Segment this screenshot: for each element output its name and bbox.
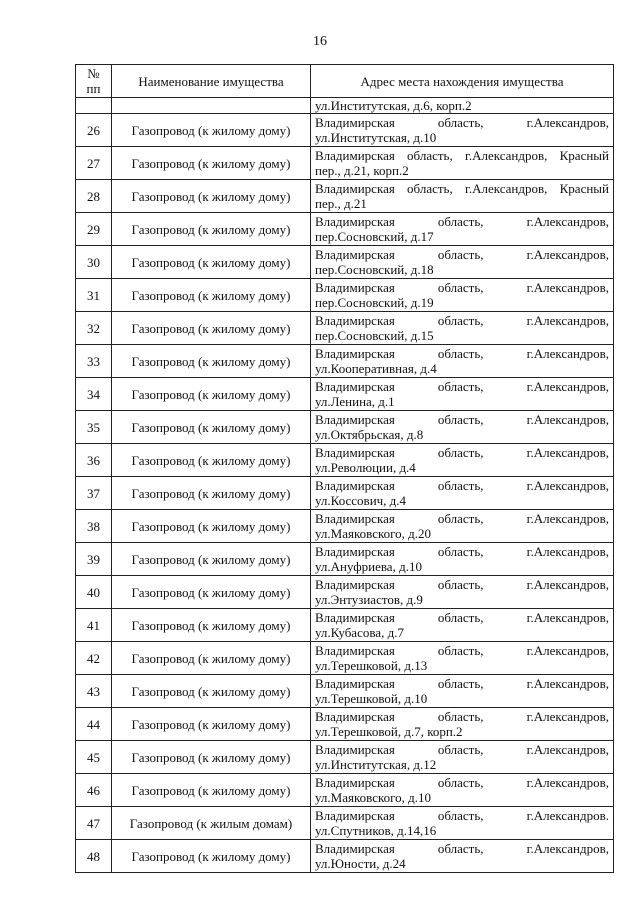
row-number: 44 bbox=[76, 708, 112, 741]
continuation-name-cell bbox=[112, 98, 311, 114]
property-name: Газопровод (к жилому дому) bbox=[112, 114, 311, 147]
table-row bbox=[76, 576, 614, 609]
address-line-1: Владимирская область, г.Александров, bbox=[315, 214, 609, 229]
table-row bbox=[76, 444, 614, 477]
table-row bbox=[76, 114, 614, 147]
property-address bbox=[311, 675, 614, 708]
address-line-1: Владимирская область, г.Александров, bbox=[315, 412, 609, 427]
address-line-2: ул.Кооперативная, д.4 bbox=[315, 361, 437, 376]
table-row bbox=[76, 807, 614, 840]
address-line-2: пер.Сосновский, д.19 bbox=[315, 295, 434, 310]
property-address bbox=[311, 213, 614, 246]
row-number: 41 bbox=[76, 609, 112, 642]
property-address bbox=[311, 279, 614, 312]
property-name: Газопровод (к жилому дому) bbox=[112, 609, 311, 642]
address-line-1: Владимирская область, г.Александров, Красный bbox=[315, 148, 609, 163]
row-number: 45 bbox=[76, 741, 112, 774]
property-address bbox=[311, 147, 614, 180]
property-address bbox=[311, 477, 614, 510]
property-address bbox=[311, 840, 614, 873]
property-name: Газопровод (к жилому дому) bbox=[112, 246, 311, 279]
property-address bbox=[311, 774, 614, 807]
address-line-2: ул.Кубасова, д.7 bbox=[315, 625, 404, 640]
address-line-1: Владимирская область, г.Александров, bbox=[315, 775, 609, 790]
table-row bbox=[76, 246, 614, 279]
address-line-1: Владимирская область, г.Александров, bbox=[315, 247, 609, 262]
property-address bbox=[311, 741, 614, 774]
property-address bbox=[311, 642, 614, 675]
address-line-1: Владимирская область, г.Александров, bbox=[315, 379, 609, 394]
table-row bbox=[76, 774, 614, 807]
property-name: Газопровод (к жилому дому) bbox=[112, 510, 311, 543]
row-number: 40 bbox=[76, 576, 112, 609]
address-line-2: ул.Спутников, д.14,16 bbox=[315, 823, 437, 838]
table-row bbox=[76, 642, 614, 675]
page-number: 16 bbox=[313, 34, 327, 49]
property-name: Газопровод (к жилому дому) bbox=[112, 708, 311, 741]
property-address bbox=[311, 114, 614, 147]
row-number: 27 bbox=[76, 147, 112, 180]
property-name: Газопровод (к жилому дому) bbox=[112, 477, 311, 510]
address-line-2: ул.Ленина, д.1 bbox=[315, 394, 395, 409]
address-line-2: пер., д.21 bbox=[315, 196, 367, 211]
property-name: Газопровод (к жилому дому) bbox=[112, 345, 311, 378]
address-line-2: ул.Юности, д.24 bbox=[315, 856, 406, 871]
continuation-number-cell bbox=[76, 98, 112, 114]
row-number: 36 bbox=[76, 444, 112, 477]
row-number: 39 bbox=[76, 543, 112, 576]
property-name: Газопровод (к жилому дому) bbox=[112, 675, 311, 708]
row-number: 26 bbox=[76, 114, 112, 147]
property-address bbox=[311, 609, 614, 642]
address-line-2: ул.Ануфриева, д.10 bbox=[315, 559, 422, 574]
row-number: 31 bbox=[76, 279, 112, 312]
property-name: Газопровод (к жилым домам) bbox=[112, 807, 311, 840]
address-line-2: ул.Терешковой, д.7, корп.2 bbox=[315, 724, 463, 739]
address-line-1: Владимирская область, г.Александров, bbox=[315, 676, 609, 691]
property-name: Газопровод (к жилому дому) bbox=[112, 213, 311, 246]
address-line-2: ул.Октябрьская, д.8 bbox=[315, 427, 424, 442]
property-name: Газопровод (к жилому дому) bbox=[112, 774, 311, 807]
row-number: 37 bbox=[76, 477, 112, 510]
address-line-1: Владимирская область, г.Александров, bbox=[315, 313, 609, 328]
table-row bbox=[76, 510, 614, 543]
table-row bbox=[76, 378, 614, 411]
row-number: 30 bbox=[76, 246, 112, 279]
address-line-1: Владимирская область, г.Александров, bbox=[315, 478, 609, 493]
row-number: 35 bbox=[76, 411, 112, 444]
property-address bbox=[311, 807, 614, 840]
address-line-2: пер.Сосновский, д.18 bbox=[315, 262, 434, 277]
table-row bbox=[76, 675, 614, 708]
address-line-2: ул.Маяковского, д.10 bbox=[315, 790, 431, 805]
address-line-1: Владимирская область, г.Александров, bbox=[315, 610, 609, 625]
property-address bbox=[311, 444, 614, 477]
address-line-1: Владимирская область, г.Александров, bbox=[315, 346, 609, 361]
address-line-2: ул.Институтская, д.12 bbox=[315, 757, 437, 772]
address-line-1: Владимирская область, г.Александров, Красный bbox=[315, 181, 609, 196]
property-name: Газопровод (к жилому дому) bbox=[112, 180, 311, 213]
table-header-row bbox=[76, 65, 614, 98]
property-name: Газопровод (к жилому дому) bbox=[112, 411, 311, 444]
property-name: Газопровод (к жилому дому) bbox=[112, 444, 311, 477]
header-address: Адрес места нахождения имущества bbox=[311, 65, 614, 98]
property-name: Газопровод (к жилому дому) bbox=[112, 279, 311, 312]
property-name: Газопровод (к жилому дому) bbox=[112, 576, 311, 609]
address-line-1: Владимирская область, г.Александров, bbox=[315, 841, 609, 856]
row-number: 38 bbox=[76, 510, 112, 543]
address-line-1: Владимирская область, г.Александров, bbox=[315, 511, 609, 526]
address-line-2: ул.Энтузиастов, д.9 bbox=[315, 592, 423, 607]
table-row bbox=[76, 741, 614, 774]
address-line-1: Владимирская область, г.Александров, bbox=[315, 643, 609, 658]
property-name: Газопровод (к жилому дому) bbox=[112, 312, 311, 345]
address-line-1: Владимирская область, г.Александров, bbox=[315, 742, 609, 757]
row-number: 28 bbox=[76, 180, 112, 213]
address-line-2: пер., д.21, корп.2 bbox=[315, 163, 409, 178]
address-line-1: Владимирская область, г.Александров, bbox=[315, 577, 609, 592]
property-address bbox=[311, 708, 614, 741]
table-row bbox=[76, 279, 614, 312]
address-line-2: ул.Маяковского, д.20 bbox=[315, 526, 431, 541]
address-line-2: пер.Сосновский, д.15 bbox=[315, 328, 434, 343]
address-line-2: ул.Терешковой, д.13 bbox=[315, 658, 428, 673]
row-number: 43 bbox=[76, 675, 112, 708]
continuation-row bbox=[76, 98, 614, 114]
address-line-1: Владимирская область, г.Александров, bbox=[315, 280, 609, 295]
header-number: № пп bbox=[76, 65, 112, 98]
table-row bbox=[76, 840, 614, 873]
address-line-2: ул.Терешковой, д.10 bbox=[315, 691, 428, 706]
row-number: 48 bbox=[76, 840, 112, 873]
property-table bbox=[75, 64, 614, 873]
property-address bbox=[311, 180, 614, 213]
row-number: 34 bbox=[76, 378, 112, 411]
property-address bbox=[311, 543, 614, 576]
header-property-name: Наименование имущества bbox=[112, 65, 311, 98]
property-address bbox=[311, 411, 614, 444]
property-name: Газопровод (к жилому дому) bbox=[112, 741, 311, 774]
address-line-1: Владимирская область, г.Александров, bbox=[315, 445, 609, 460]
property-name: Газопровод (к жилому дому) bbox=[112, 840, 311, 873]
address-line-1: Владимирская область, г.Александров, bbox=[315, 544, 609, 559]
address-line-2: пер.Сосновский, д.17 bbox=[315, 229, 434, 244]
address-line-1: Владимирская область, г.Александров, bbox=[315, 709, 609, 724]
table-row bbox=[76, 609, 614, 642]
table-row bbox=[76, 312, 614, 345]
property-name: Газопровод (к жилому дому) bbox=[112, 543, 311, 576]
table-row bbox=[76, 411, 614, 444]
property-name: Газопровод (к жилому дому) bbox=[112, 378, 311, 411]
row-number: 47 bbox=[76, 807, 112, 840]
table-row bbox=[76, 345, 614, 378]
property-name: Газопровод (к жилому дому) bbox=[112, 147, 311, 180]
row-number: 32 bbox=[76, 312, 112, 345]
continuation-address: ул.Институтская, д.6, корп.2 bbox=[311, 98, 614, 114]
address-line-1: Владимирская область, г.Александров. bbox=[315, 808, 609, 823]
table-row bbox=[76, 213, 614, 246]
table-row bbox=[76, 180, 614, 213]
property-address bbox=[311, 576, 614, 609]
property-address bbox=[311, 345, 614, 378]
address-line-2: ул.Институтская, д.10 bbox=[315, 130, 437, 145]
table-row bbox=[76, 147, 614, 180]
table-row bbox=[76, 543, 614, 576]
property-address bbox=[311, 378, 614, 411]
property-address bbox=[311, 510, 614, 543]
row-number: 29 bbox=[76, 213, 112, 246]
table-row bbox=[76, 708, 614, 741]
row-number: 46 bbox=[76, 774, 112, 807]
row-number: 33 bbox=[76, 345, 112, 378]
address-line-2: ул.Коссович, д.4 bbox=[315, 493, 407, 508]
table-row bbox=[76, 477, 614, 510]
address-line-1: Владимирская область, г.Александров, bbox=[315, 115, 609, 130]
row-number: 42 bbox=[76, 642, 112, 675]
property-address bbox=[311, 312, 614, 345]
address-line-2: ул.Революции, д.4 bbox=[315, 460, 416, 475]
property-name: Газопровод (к жилому дому) bbox=[112, 642, 311, 675]
property-address bbox=[311, 246, 614, 279]
